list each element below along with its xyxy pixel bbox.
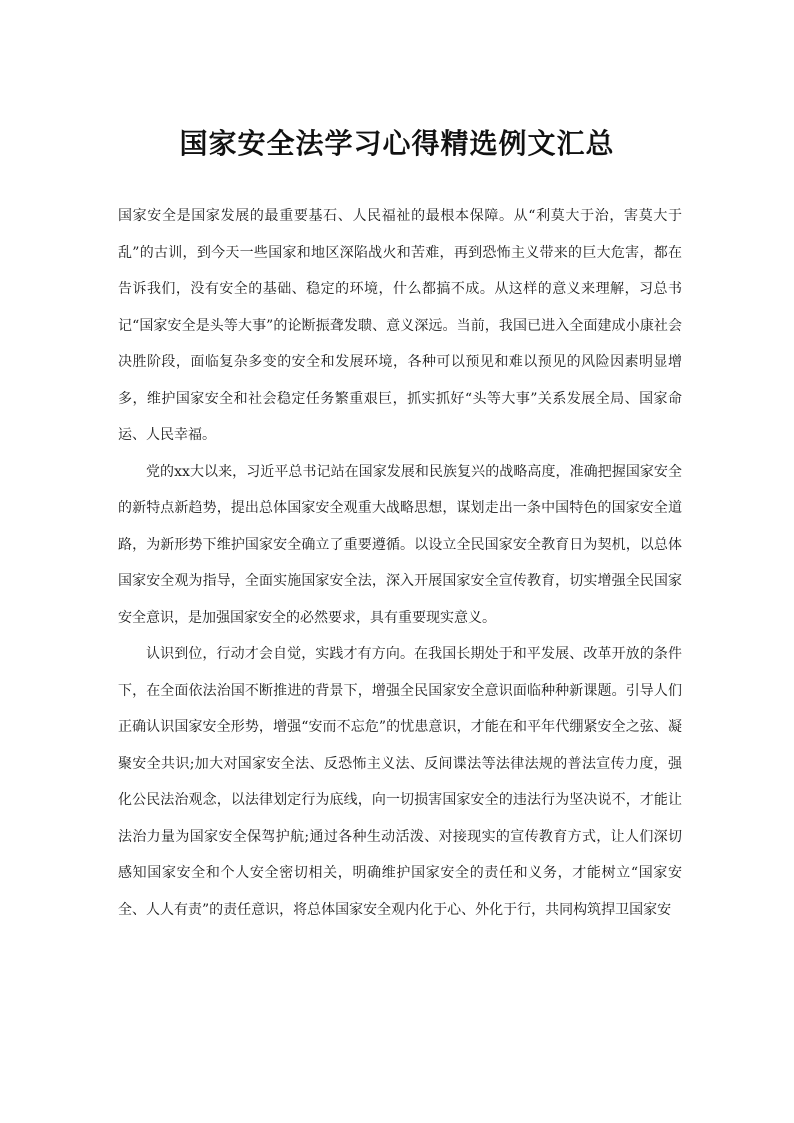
paragraph-3: 认识到位，行动才会自觉，实践才有方向。在我国长期处于和平发展、改革开放的条件下，在全面依法治国不断推进的背景下，增强全民国家安全意识面临种种新课题。引导人们正确认识国家安全形势，增强“安而不忘危”的忧患意识，才能在和平年代绷紧安全之弦、凝聚安全共识;加大对国家安全法、反恐怖主义法、反间谍法等法律法规的普法宣传力度，强化公民法治观念，以法律划定行为底线，向一切损害国家安全的违法行为坚决说不，才能让法治力量为国家安全保驾护航;通过各种生动活泼、对接现实的宣传教育方式，让人们深切感知国家安全和个人安全密切相关，明确维护国家安全的责任和义务，才能树立“国家安全、人人有责”的责任意识，将总体国家安全观内化于心、外化于行，共同构筑捍卫国家安	[118, 646, 682, 918]
paragraph-1: 国家安全是国家发展的最重要基石、人民福祉的最根本保障。从“利莫大于治，害莫大于乱”的古训，到今天一些国家和地区深陷战火和苦难，再到恐怖主义带来的巨大危害，都在告诉我们，没有安全的基础、稳定的环境，什么都搞不成。从这样的意义来理解，习总书记“国家安全是头等大事”的论断振聋发聩、意义深远。当前，我国已进入全面建成小康社会决胜阶段，面临复杂多变的安全和发展环境，各种可以预见和难以预见的风险因素明显增多，维护国家安全和社会稳定任务繁重艰巨，抓实抓好“头等大事”关系发展全局、国家命运、人民幸福。	[118, 208, 682, 443]
document-title: 国家安全法学习心得精选例文汇总	[179, 127, 615, 160]
document-body	[118, 198, 682, 928]
paragraph-2: 党的xx大以来，习近平总书记站在国家发展和民族复兴的战略高度，准确把握国家安全的新特点新趋势，提出总体国家安全观重大战略思想，谋划走出一条中国特色的国家安全道路，为新形势下维护国家安全确立了重要遵循。以设立全民国家安全教育日为契机，以总体国家安全观为指导，全面实施国家安全法，深入开展国家安全宣传教育，切实增强全民国家安全意识，是加强国家安全的必然要求，具有重要现实意义。	[118, 463, 682, 626]
